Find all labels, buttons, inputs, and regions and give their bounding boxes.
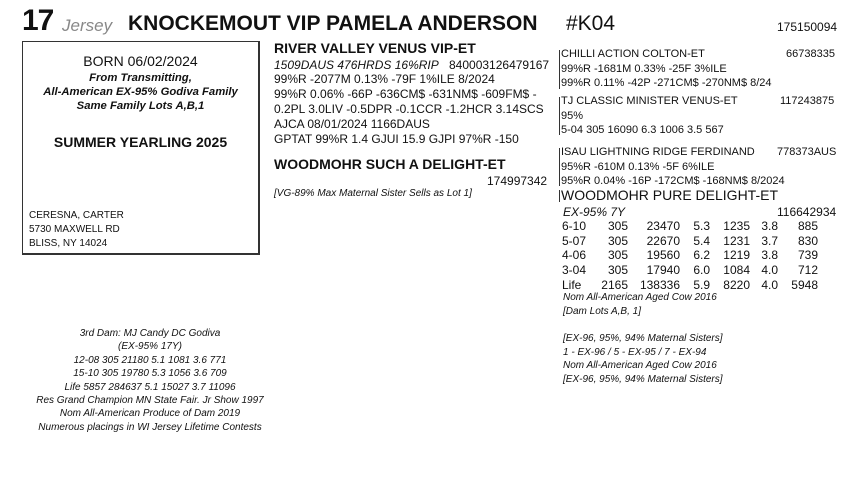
third-dam-line: 15-10 305 19780 5.3 1056 3.6 709 — [73, 368, 227, 380]
info-line-1: From Transmitting, — [89, 72, 192, 84]
record-cell: 739 — [797, 248, 818, 263]
breed-label: Jersey — [62, 16, 113, 35]
dam-sire-name: ISAU LIGHTNING RIDGE FERDINAND — [561, 146, 755, 158]
sire-dam-registration: 117243875 — [780, 95, 835, 107]
dam-dam-sisters — [563, 332, 723, 386]
record-cell: 17940 — [646, 263, 680, 278]
info-box — [22, 41, 260, 255]
record-cell: 1084 — [723, 263, 750, 278]
pedigree-bracket — [559, 97, 560, 135]
lot-number: 17 — [22, 4, 54, 37]
record-row — [562, 219, 818, 234]
third-dam-line: Life 5857 284637 5.1 15027 3.7 11096 — [64, 381, 236, 393]
record-cell: 1235 — [723, 219, 750, 233]
sire-sire-name: CHILLI ACTION COLTON-ET — [561, 48, 705, 60]
record-cell: 1219 — [723, 248, 750, 263]
record-cell: 4-06 — [562, 248, 587, 263]
dam-dam-name: WOODMOHR PURE DELIGHT-ET — [561, 187, 779, 203]
dam-dam-classification: EX-95% 7Y — [563, 205, 626, 219]
record-cell: 305 — [607, 263, 628, 278]
sire-line: 99%R -2077M 0.13% -79F 1%ILE 8/2024 — [274, 72, 495, 86]
sire-dam-line: 95% — [561, 110, 584, 122]
dam-dam-notes — [563, 291, 717, 318]
sire-name: RIVER VALLEY VENUS VIP-ET — [274, 40, 476, 56]
third-dam-line: Nom All-American Produce of Dam 2019 — [59, 408, 241, 420]
dam-dam-registration: 116642934 — [777, 205, 837, 219]
dam-dam-note: Nom All-American Aged Cow 2016 — [563, 292, 717, 303]
third-dam-line: (EX-95% 17Y) — [118, 341, 182, 353]
record-cell: 8220 — [723, 277, 750, 292]
sire-sire-line: 99%R 0.11% -42P -271CM$ -270NM$ 8/24 — [561, 77, 772, 89]
record-cell: 5.4 — [693, 233, 710, 248]
dam-note: [VG-89% Max Maternal Sister Sells as Lot 1] — [274, 188, 472, 199]
sire-dam-line: 5-04 305 16090 6.3 1006 3.5 567 — [561, 124, 724, 136]
sire-sire-line: 99%R -1681M 0.33% -25F 3%ILE — [561, 63, 727, 75]
pedigree-bracket — [559, 148, 560, 186]
sire-line: AJCA 08/01/2024 1166DAUS — [274, 117, 430, 131]
record-cell: 3.8 — [761, 219, 778, 233]
sire-sire-registration: 66738335 — [786, 48, 835, 60]
info-line-2: All-American EX-95% Godiva Family — [43, 86, 238, 98]
sire-dam-name: TJ CLASSIC MINISTER VENUS-ET — [561, 95, 738, 107]
pedigree-bracket — [559, 190, 560, 202]
dam-dam-note: Nom All-American Aged Cow 2016 — [563, 360, 717, 371]
record-row — [562, 248, 818, 263]
sire-line: 0.2PL 3.0LIV -0.5DPR -0.1CCR -1.2HCR 3.14SCS — [274, 102, 544, 116]
dam-dam-note: [Dam Lots A,B, 1] — [563, 305, 641, 317]
sire-sire-evaluation — [561, 62, 772, 90]
record-cell: 6.2 — [693, 248, 710, 263]
record-cell: 5.3 — [693, 219, 710, 233]
birth-date: BORN 06/02/2024 — [83, 53, 198, 69]
record-cell: 712 — [797, 263, 818, 278]
record-row — [562, 234, 818, 249]
record-cell: 305 — [607, 219, 628, 233]
animal-name: KNOCKEMOUT VIP PAMELA ANDERSON — [128, 12, 538, 35]
consignor-block — [29, 209, 124, 251]
record-cell: 4.0 — [761, 263, 778, 278]
record-cell: 885 — [797, 219, 818, 233]
sire-line: GPTAT 99%R 1.4 GJUI 15.9 GJPI 97%R -150 — [274, 132, 519, 146]
record-cell: 1231 — [723, 233, 750, 248]
production-records — [562, 219, 818, 293]
record-cell: 138336 — [639, 277, 680, 292]
pedigree-bracket — [559, 50, 560, 89]
record-row — [562, 263, 818, 278]
record-cell: 3.8 — [761, 248, 778, 263]
record-cell: 5.9 — [693, 277, 710, 292]
record-cell: 5948 — [791, 277, 818, 292]
third-dam-line: Numerous placings in WI Jersey Lifetime Contests — [38, 421, 262, 433]
dam-dam-note: [EX-96, 95%, 94% Maternal Sisters] — [563, 373, 723, 385]
dam-sire-evaluation — [561, 160, 785, 188]
record-cell: 6.0 — [693, 263, 710, 278]
registration-number: 175150094 — [777, 20, 838, 34]
record-cell: 305 — [607, 248, 628, 263]
dam-sire-line: 95%R 0.04% -16P -172CM$ -168NM$ 8/2024 — [561, 175, 785, 187]
third-dam-line: 3rd Dam: MJ Candy DC Godiva — [79, 328, 221, 339]
third-dam-line: 12-08 305 21180 5.1 1081 3.6 771 — [73, 354, 227, 366]
animal-tag: #K04 — [566, 12, 616, 35]
sire-registration: 840003126479167 — [449, 58, 550, 72]
record-cell: Life — [562, 277, 582, 292]
info-line-3: Same Family Lots A,B,1 — [76, 100, 205, 112]
record-cell: 6-10 — [562, 219, 587, 233]
sale-class: SUMMER YEARLING 2025 — [53, 134, 228, 150]
dam-dam-note: [EX-96, 95%, 94% Maternal Sisters] — [563, 333, 723, 344]
record-cell: 19560 — [646, 248, 680, 263]
record-cell: 830 — [797, 233, 818, 248]
consignor-name: CERESNA, CARTER — [29, 210, 124, 221]
record-cell: 4.0 — [761, 277, 778, 292]
sire-line: 99%R 0.06% -66P -636CM$ -631NM$ -609FM$ - — [274, 87, 537, 101]
record-cell: 5-07 — [562, 233, 587, 248]
dam-sire-line: 95%R -610M 0.13% -5F 6%ILE — [561, 161, 715, 173]
sire-stats-line: 1509DAUS 476HRDS 16%RIP — [274, 58, 439, 72]
sire-evaluation — [274, 72, 544, 147]
record-cell: 3-04 — [562, 263, 587, 278]
record-cell: 2165 — [601, 277, 628, 292]
dam-name: WOODMOHR SUCH A DELIGHT-ET — [274, 156, 506, 172]
dam-sire-registration: 778373AUS — [777, 146, 837, 158]
dam-dam-note: 1 - EX-96 / 5 - EX-95 / 7 - EX-94 — [563, 346, 707, 358]
record-cell: 22670 — [646, 233, 680, 248]
sire-dam-record — [561, 109, 724, 137]
record-cell: 3.7 — [761, 233, 778, 248]
third-dam-line: Res Grand Champion MN State Fair. Jr Show 1997 — [36, 395, 264, 407]
consignor-city: BLISS, NY 14024 — [29, 238, 108, 249]
record-cell: 305 — [607, 233, 628, 248]
record-cell: 23470 — [646, 219, 680, 233]
dam-registration: 174997342 — [487, 174, 548, 188]
third-dam-block — [30, 327, 270, 434]
consignor-street: 5730 MAXWELL RD — [29, 224, 120, 235]
